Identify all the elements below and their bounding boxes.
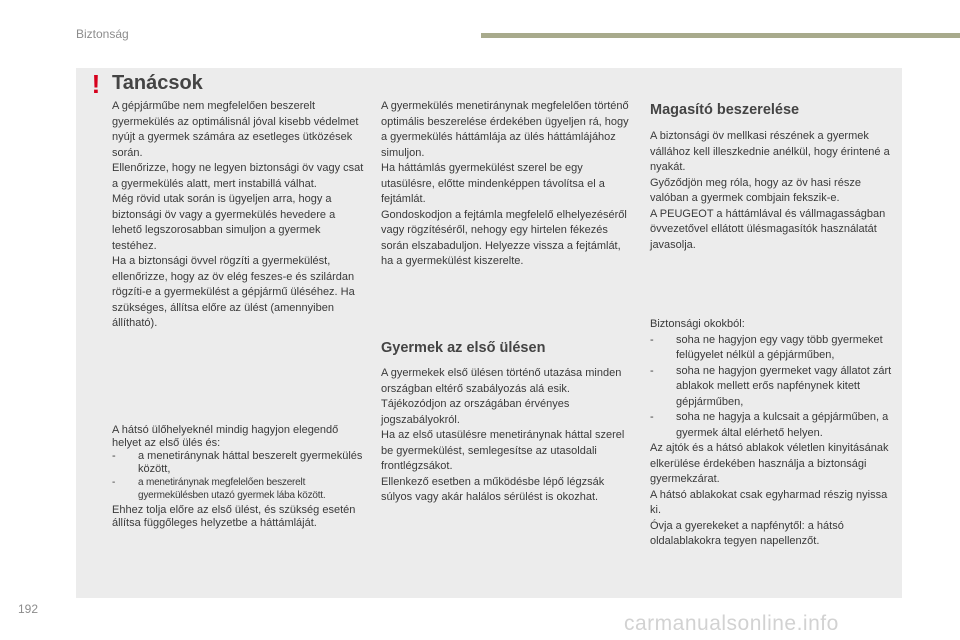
rear-seat-list-small — [112, 476, 364, 502]
list-dash: - — [112, 477, 116, 488]
col1-block2 — [112, 424, 364, 530]
list-dash: - — [112, 450, 116, 462]
paragraph: Óvja a gyerekeket a napfénytől: a hátsó oldalablakokra tegyen napellenzőt. — [650, 519, 844, 547]
paragraph: Az ajtók és a hátsó ablakok véletlen kinyitásának elkerülése érdekében használja a biztonsági gyermekzárat. — [650, 442, 889, 485]
paragraph: A PEUGEOT a háttámlával és vállmagasságban övvezetővel ellátott ülésmagasítók használatát javasolja. — [650, 207, 886, 251]
section-label: Biztonság — [76, 27, 129, 41]
paragraph: Ehhez tolja előre az első ülést, és szükség esetén állítsa függőleges helyzetbe a háttámláját. — [112, 504, 356, 529]
list-item: - a menetiránynak megfelelően beszerelt gyermekülésben utazó gyermek lába között. — [112, 477, 326, 501]
list-item: - a menetiránynak háttal beszerelt gyermekülés között, — [112, 450, 363, 475]
paragraph: Győződjön meg róla, hogy az öv hasi része valóban a gyermek combjain fekszik-e. — [650, 176, 861, 204]
list-item: - soha ne hagyjon egy vagy több gyermeket felügyelet nélkül a gépjárműben, — [650, 333, 883, 361]
paragraph: Ha a biztonsági övvel rögzíti a gyermekülést, ellenőrizze, hogy az öv elég feszes-e és szilárdan rögzíti-e a gyermekülést a gépjármű üléséhez. Ha szükséges, állítsa előre az ülést (amennyiben állítható). — [112, 255, 355, 329]
col2-block2 — [381, 366, 633, 506]
col3-block2 — [650, 317, 900, 550]
safety-list — [650, 333, 900, 442]
paragraph: Még rövid utak során is ügyeljen arra, hogy a biztonsági öv vagy a gyermekülés hevedere a lehető legszorosabban simuljon a gyermek testéhez. — [112, 193, 336, 252]
paragraph: Ellenkező esetben a működésbe lépő légzsák súlyos vagy akár halálos sérülést is okozhat. — [381, 475, 605, 503]
col1-block1 — [112, 99, 364, 332]
rear-seat-list — [112, 450, 364, 476]
paragraph: A biztonsági öv mellkasi részének a gyermek vállához kell illeszkednie anélkül, hogy érintené a nyakát. — [650, 130, 890, 173]
booster-heading: Magasító beszerelése — [650, 102, 800, 118]
list-item: - soha ne hagyja a kulcsait a gépjárműben, a gyermek által elérhető helyen. — [650, 411, 889, 439]
paragraph: Ellenőrizze, hogy ne legyen biztonsági öv vagy csat a gyermekülés alatt, mert instabillá válhat. — [112, 162, 364, 190]
watermark: carmanualsonline.info — [624, 612, 839, 635]
list-dash: - — [650, 411, 654, 423]
col2-block1 — [381, 99, 633, 270]
paragraph: A gyermekülés menetiránynak megfelelően történő optimális beszerelése érdekében ügyeljen rá, hogy a gyermekülés háttámlája az ülés háttámlájához simuljon. — [381, 100, 629, 159]
paragraph: Ha háttámlás gyermekülést szerel be egy utasülésre, előtte mindenképpen távolítsa el a fejtámlát. — [381, 162, 605, 205]
paragraph: A hátsó ülőhelyeknél mindig hagyjon elegendő helyet az első ülés és: — [112, 424, 339, 449]
list-dash: - — [650, 364, 654, 377]
col3-block1 — [650, 129, 900, 253]
paragraph: Gondoskodjon a fejtámla megfelelő elhelyezéséről vagy rögzítéséről, nehogy egy hirtelen fékezés során elszabaduljon. Helyezze vissza a fejtámlát, ha a gyermekülést kiszerelte. — [381, 208, 627, 267]
paragraph: Biztonsági okokból: — [650, 318, 745, 330]
front-seat-heading: Gyermek az első ülésen — [381, 340, 546, 356]
header-rule — [481, 33, 960, 38]
paragraph: A gyermekek első ülésen történő utazása minden országban eltérő szabályozás alá esik. Tájékozódjon az országában érvényes jogszabályokról. — [381, 367, 622, 426]
page-title: Tanácsok — [112, 72, 203, 94]
paragraph: A gépjárműbe nem megfelelően beszerelt gyermekülés az optimálisnál jóval kisebb védelmet nyújt a gyermek számára az esetleges ütközések során. — [112, 100, 359, 159]
list-dash: - — [650, 333, 654, 346]
paragraph: Ha az első utasülésre menetiránynak háttal szerel be gyermekülést, semlegesítse az utasoldali frontlégzsákot. — [381, 429, 625, 472]
exclamation-warning-icon: ! — [91, 69, 101, 99]
page-number: 192 — [18, 602, 39, 616]
list-item: - soha ne hagyjon gyermeket vagy állatot zárt ablakok mellett erős napfénynek kitett gépjárműben, — [650, 364, 892, 408]
paragraph: A hátsó ablakokat csak egyharmad részig nyissa ki. — [650, 488, 888, 516]
